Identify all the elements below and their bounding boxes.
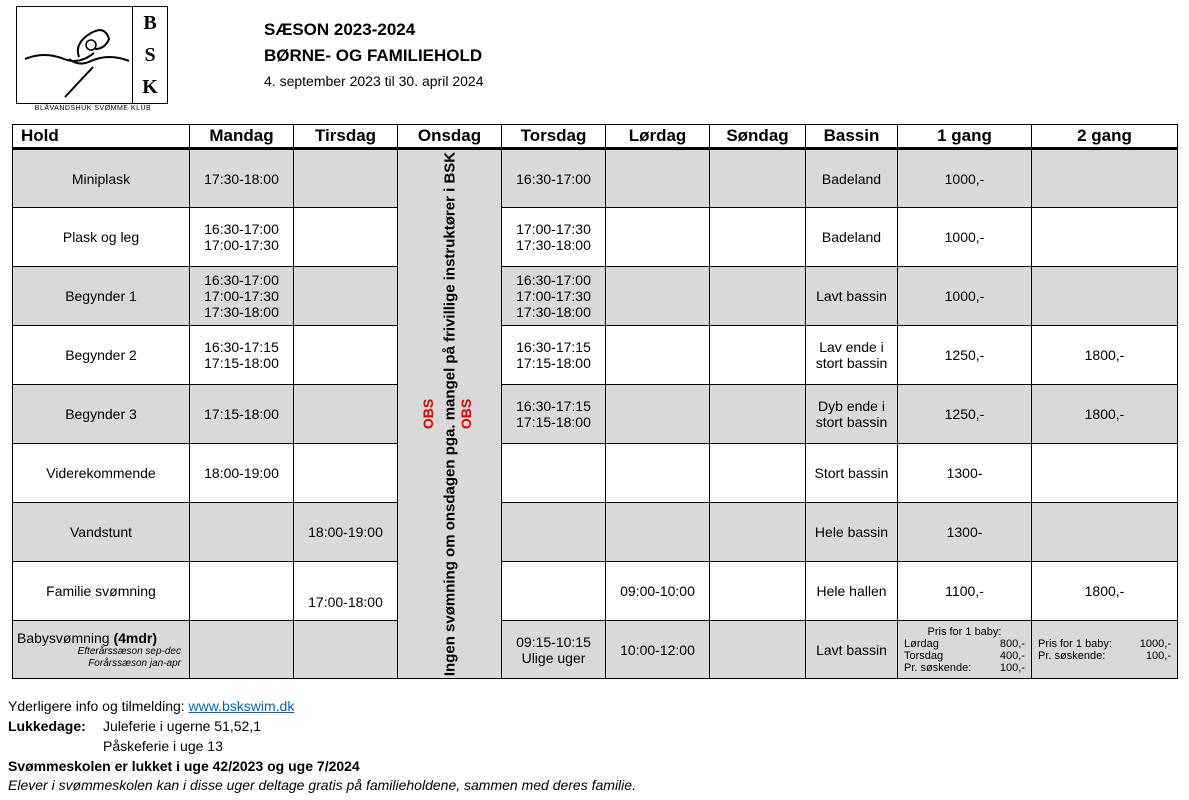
mandag-time: 17:15-18:00	[204, 355, 279, 371]
pris-label: Lørdag	[904, 637, 939, 650]
cell-hold: Plask og leg	[13, 208, 190, 267]
logo-letters	[132, 7, 167, 103]
col-header-torsdag: Torsdag	[502, 125, 606, 149]
cell-sondag	[710, 267, 806, 326]
col-header-lordag: Lørdag	[606, 125, 710, 149]
cell-1-gang: 1300-	[898, 444, 1032, 503]
cell-bassin	[806, 444, 898, 503]
torsdag-weeks: Ulige uger	[521, 649, 586, 666]
torsdag-time: 09:15-10:15	[516, 633, 591, 650]
schedule-table	[12, 124, 1178, 679]
lukkedage-label: Lukkedage:	[8, 718, 86, 734]
col-header-hold: Hold	[13, 125, 190, 149]
bassin-time: Lavt bassin	[816, 288, 887, 304]
pris-label: Pris for 1 baby:	[1038, 637, 1112, 650]
cell-lordag	[606, 503, 710, 562]
cell-sondag	[710, 621, 806, 679]
cell-lordag: 10:00-12:00	[606, 621, 710, 679]
cell-2-gang	[1032, 503, 1178, 562]
lukkedage-paaske: Påskeferie i uge 13	[103, 738, 223, 754]
col-header-tirsdag: Tirsdag	[294, 125, 398, 149]
mandag-time: 16:30-17:15	[204, 339, 279, 355]
cell-hold: Begynder 1	[13, 267, 190, 326]
cell-bassin	[806, 267, 898, 326]
logo-letter-s: S	[144, 43, 156, 66]
torsdag-time: 16:30-17:15	[516, 339, 591, 355]
cell-sondag	[710, 385, 806, 444]
table-row-baby	[13, 621, 1178, 679]
pris-value: 800,-	[999, 637, 1025, 650]
onsdag-note: Ingen svømning om onsdagen pga. mangel på frivillige instruktører i BSK	[441, 151, 458, 677]
pris-title: Pris for 1 baby:	[927, 625, 1002, 638]
bassin-time: Dyb ende i	[818, 398, 885, 414]
cell-lordag	[606, 149, 710, 208]
mandag-time: 17:00-17:30	[204, 288, 279, 304]
torsdag-time: 16:30-17:15	[516, 398, 591, 414]
bassin-time: Lav ende i	[819, 339, 884, 355]
cell-tirsdag	[294, 326, 398, 385]
pris-label: Pr. søskende:	[904, 661, 972, 674]
pris-value: 1000,-	[1139, 637, 1171, 650]
cell-tirsdag	[294, 444, 398, 503]
torsdag-time: 17:30-18:00	[516, 237, 591, 253]
info-label: Yderligere info og tilmelding:	[8, 698, 189, 714]
cell-tirsdag	[294, 562, 398, 621]
lukkedage-line	[8, 718, 261, 734]
cell-torsdag	[502, 503, 606, 562]
cell-1-gang-pris	[898, 621, 1032, 679]
torsdag-time: 17:15-18:00	[516, 355, 591, 371]
tirsdag-time: 18:00-19:00	[308, 524, 383, 540]
cell-sondag	[710, 444, 806, 503]
col-header-1-gang: 1 gang	[898, 125, 1032, 149]
cell-hold-baby	[13, 621, 190, 679]
torsdag-time: 17:30-18:00	[516, 304, 591, 320]
cell-1-gang: 1250,-	[898, 385, 1032, 444]
mandag-time: 17:30-18:00	[204, 304, 279, 320]
table-row	[13, 385, 1178, 444]
obs-label-right: OBS	[458, 398, 474, 430]
bassin-time: stort bassin	[815, 414, 888, 430]
table-row	[13, 208, 1178, 267]
torsdag-time: 17:00-17:30	[516, 288, 591, 304]
cell-torsdag	[502, 444, 606, 503]
cell-torsdag	[502, 267, 606, 326]
info-line	[8, 698, 294, 714]
cell-onsdag-closed	[398, 149, 502, 679]
pris-label: Torsdag	[904, 649, 944, 662]
logo-frame	[16, 6, 168, 104]
mandag-time: 17:00-17:30	[204, 237, 279, 253]
baby-spring: Forårssæson jan-apr	[88, 657, 181, 669]
cell-torsdag	[502, 326, 606, 385]
pris-value: 400,-	[999, 649, 1025, 662]
cell-hold: Vandstunt	[13, 503, 190, 562]
cell-1-gang: 1000,-	[898, 208, 1032, 267]
cell-mandag	[190, 208, 294, 267]
cell-1-gang: 1000,-	[898, 149, 1032, 208]
cell-bassin	[806, 503, 898, 562]
col-header-2-gang: 2 gang	[1032, 125, 1178, 149]
tirsdag-time: 17:00-18:00	[308, 594, 383, 610]
swimmer-icon	[19, 9, 131, 103]
club-logo	[16, 6, 170, 116]
lukkedage-jul: Juleferie i ugerne 51,52,1	[103, 718, 261, 734]
cell-tirsdag	[294, 267, 398, 326]
cell-bassin	[806, 562, 898, 621]
cell-lordag	[606, 444, 710, 503]
bassin-time: Hele hallen	[816, 583, 887, 599]
baby-autumn: Efterårssæson sep-dec	[77, 645, 181, 657]
mandag-time: 16:30-17:00	[204, 221, 279, 237]
baby-age: (4mdr)	[113, 629, 158, 646]
cell-bassin	[806, 149, 898, 208]
cell-1-gang: 1250,-	[898, 326, 1032, 385]
cell-hold: Begynder 2	[13, 326, 190, 385]
cell-mandag	[190, 562, 294, 621]
cell-1-gang: 1000,-	[898, 267, 1032, 326]
mandag-time: 18:00-19:00	[204, 465, 279, 481]
cell-bassin	[806, 385, 898, 444]
closed-weeks-note: Svømmeskolen er lukket i uge 42/2023 og uge 7/2024	[8, 758, 360, 774]
col-header-onsdag: Onsdag	[398, 125, 502, 149]
cell-bassin: Lavt bassin	[806, 621, 898, 679]
bassin-time: Badeland	[821, 170, 882, 187]
cell-tirsdag	[294, 385, 398, 444]
cell-bassin	[806, 326, 898, 385]
cell-tirsdag	[294, 621, 398, 679]
website-link[interactable]: www.bskswim.dk	[188, 698, 295, 714]
mandag-time: 16:30-17:00	[204, 272, 279, 288]
cell-bassin	[806, 208, 898, 267]
season-title: SÆSON 2023-2024	[264, 20, 416, 39]
cell-sondag	[710, 208, 806, 267]
cell-hold: Begynder 3	[13, 385, 190, 444]
cell-hold: Familie svømning	[13, 562, 190, 621]
cell-2-gang-pris	[1032, 621, 1178, 679]
cell-sondag	[710, 149, 806, 208]
cell-sondag	[710, 562, 806, 621]
table-row	[13, 326, 1178, 385]
pris-label: Pr. søskende:	[1038, 649, 1106, 662]
table-row	[13, 149, 1178, 208]
lordag-time: 09:00-10:00	[620, 583, 695, 599]
cell-mandag	[190, 503, 294, 562]
torsdag-time: 16:30-17:00	[516, 170, 591, 187]
cell-tirsdag	[294, 503, 398, 562]
cell-mandag	[190, 149, 294, 208]
table-row	[13, 444, 1178, 503]
bassin-time: Stort bassin	[814, 465, 889, 481]
torsdag-time: 17:00-17:30	[516, 221, 591, 237]
students-note: Elever i svømmeskolen kan i disse uger deltage gratis på familieholdene, sammen med deres familie.	[8, 777, 636, 793]
table-row	[13, 562, 1178, 621]
cell-mandag	[190, 385, 294, 444]
cell-lordag	[606, 267, 710, 326]
cell-2-gang: 1800,-	[1032, 562, 1178, 621]
cell-tirsdag	[294, 149, 398, 208]
cell-1-gang: 1300-	[898, 503, 1032, 562]
cell-lordag	[606, 385, 710, 444]
header-row	[13, 125, 1178, 149]
baby-title	[13, 630, 189, 646]
obs-label-left: OBS	[420, 398, 436, 430]
mandag-time: 17:15-18:00	[204, 406, 279, 422]
cell-2-gang	[1032, 208, 1178, 267]
cell-lordag	[606, 562, 710, 621]
col-header-sondag: Søndag	[710, 125, 806, 149]
table-row	[13, 503, 1178, 562]
bassin-time: stort bassin	[815, 355, 888, 371]
table-row	[13, 267, 1178, 326]
logo-letter-b: B	[143, 11, 157, 34]
bassin-time: Badeland	[821, 229, 882, 245]
cell-2-gang	[1032, 444, 1178, 503]
cell-2-gang: 1800,-	[1032, 326, 1178, 385]
cell-2-gang	[1032, 149, 1178, 208]
cell-mandag	[190, 444, 294, 503]
cell-lordag	[606, 326, 710, 385]
cell-tirsdag	[294, 208, 398, 267]
cell-sondag	[710, 326, 806, 385]
torsdag-time: 17:15-18:00	[516, 414, 591, 430]
mandag-time: 17:30-18:00	[204, 170, 279, 187]
program-title: BØRNE- OG FAMILIEHOLD	[264, 46, 483, 65]
cell-hold: Viderekommende	[13, 444, 190, 503]
cell-torsdag	[502, 385, 606, 444]
cell-mandag	[190, 326, 294, 385]
cell-mandag	[190, 621, 294, 679]
cell-torsdag	[502, 621, 606, 679]
cell-torsdag	[502, 149, 606, 208]
pris-value: 100,-	[1145, 649, 1171, 662]
cell-1-gang: 1100,-	[898, 562, 1032, 621]
cell-2-gang: 1800,-	[1032, 385, 1178, 444]
col-header-bassin: Bassin	[806, 125, 898, 149]
pris-value: 100,-	[999, 661, 1025, 674]
cell-torsdag	[502, 562, 606, 621]
cell-lordag	[606, 208, 710, 267]
bassin-time: Hele bassin	[814, 524, 889, 540]
logo-subtitle: BLÅVANDSHUK SVØMME KLUB	[34, 105, 152, 112]
cell-hold: Miniplask	[13, 149, 190, 208]
season-dates: 4. september 2023 til 30. april 2024	[264, 73, 484, 89]
cell-2-gang	[1032, 267, 1178, 326]
cell-sondag	[710, 503, 806, 562]
baby-title-text: Babysvømning	[17, 629, 110, 646]
cell-mandag	[190, 267, 294, 326]
torsdag-time: 16:30-17:00	[516, 272, 591, 288]
cell-torsdag	[502, 208, 606, 267]
logo-letter-k: K	[142, 75, 158, 98]
col-header-mandag: Mandag	[190, 125, 294, 149]
